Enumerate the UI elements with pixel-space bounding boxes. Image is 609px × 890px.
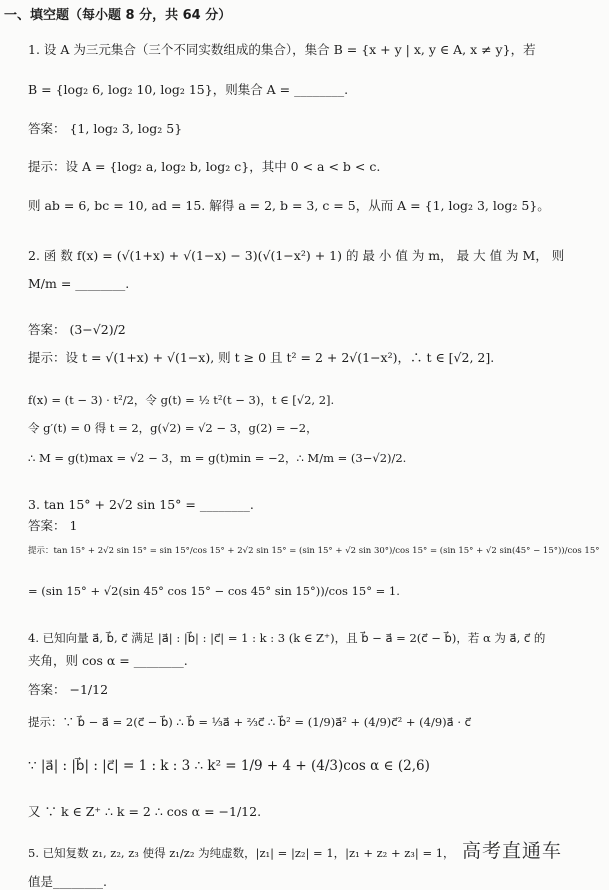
q2-stem-line1: 2. 函 数 f(x) = (√(1+x) + √(1−x) − 3)(√(1−x²) + 1) 的 最 小 值 为 m， 最 大 值 为 M， 则 — [28, 248, 565, 263]
q2-answer: 答案： (3−√2)/2 — [28, 322, 126, 337]
q4-hint-line2: ∵ |a⃗| : |b⃗| : |c⃗| = 1 : k : 3 ∴ k² = 1/9 + 4 + (4/3)cos α ∈ (2,6) — [28, 758, 430, 774]
q2-hint-line1: 提示：设 t = √(1+x) + √(1−x), 则 t ≥ 0 且 t² = 2 + 2√(1−x²)，∴ t ∈ [√2, 2]. — [28, 350, 495, 365]
q1-hint-line2: 则 ab = 6, bc = 10, ad = 15. 解得 a = 2, b = 3, c = 5，从而 A = {1, log₂ 3, log₂ 5}。 — [28, 198, 550, 213]
q2-hint-line3: 令 g′(t) = 0 得 t = 2，g(√2) = √2 − 3，g(2) = −2， — [28, 421, 318, 435]
q4-stem-line2: 夹角，则 cos α = ________. — [28, 653, 188, 668]
section-heading: 一、填空题（每小题 8 分，共 64 分） — [4, 8, 232, 23]
q3-answer: 答案： 1 — [28, 518, 78, 533]
q1-answer: 答案： {1, log₂ 3, log₂ 5} — [28, 121, 183, 136]
q1-hint-line1: 提示：设 A = {log₂ a, log₂ b, log₂ c}，其中 0 < a < b < c. — [28, 159, 381, 174]
q5-stem-line1: 5. 已知复数 z₁, z₂, z₃ 使得 z₁/z₂ 为纯虚数，|z₁| = |z₂| = 1，|z₁ + z₂ + z₃| = 1， — [28, 846, 455, 860]
q2-stem-line2: M/m = ________. — [28, 276, 130, 291]
q3-hint-line1: 提示：tan 15° + 2√2 sin 15° = sin 15°/cos 15° + 2√2 sin 15° = (sin 15° + √2 sin 30°)/cos 15° = (sin 15° + √2 sin(45° − 15°))/cos 15° — [28, 546, 600, 556]
watermark-logo: 高考直通车 — [462, 840, 563, 862]
q2-hint-line4: ∴ M = g(t)max = √2 − 3，m = g(t)min = −2，∴ M/m = (3−√2)/2. — [28, 451, 407, 465]
q4-hint-line3: 又 ∵ k ∈ Z⁺ ∴ k = 2 ∴ cos α = −1/12. — [28, 804, 262, 819]
q4-answer: 答案： −1/12 — [28, 682, 109, 697]
q4-hint-line1: 提示：∵ b⃗ − a⃗ = 2(c⃗ − b⃗) ∴ b⃗ = ⅓a⃗ + ⅔c⃗ ∴ b⃗² = (1/9)a⃗² + (4/9)c⃗² + (4/9)a⃗ · c⃗ — [28, 715, 471, 729]
q1-stem-line2: B = {log₂ 6, log₂ 10, log₂ 15}，则集合 A = ________. — [28, 82, 349, 97]
q1-stem-line1: 1. 设 A 为三元集合（三个不同实数组成的集合），集合 B = {x + y | x, y ∈ A, x ≠ y}，若 — [28, 42, 536, 57]
q3-hint-line2: = (sin 15° + √2(sin 45° cos 15° − cos 45° sin 15°))/cos 15° = 1. — [28, 584, 400, 598]
q5-stem-line2: 值是________. — [28, 874, 107, 889]
q3-stem: 3. tan 15° + 2√2 sin 15° = ________. — [28, 497, 254, 512]
q4-stem-line1: 4. 已知向量 a⃗, b⃗, c⃗ 满足 |a⃗| : |b⃗| : |c⃗| = 1 : k : 3 (k ∈ Z⁺)，且 b⃗ − a⃗ = 2(c⃗ − b⃗)，若 α 为 a⃗, c⃗ 的 — [28, 631, 546, 645]
q2-hint-line2: f(x) = (t − 3) · t²/2，令 g(t) = ½ t²(t − 3)，t ∈ [√2, 2]. — [28, 393, 335, 407]
